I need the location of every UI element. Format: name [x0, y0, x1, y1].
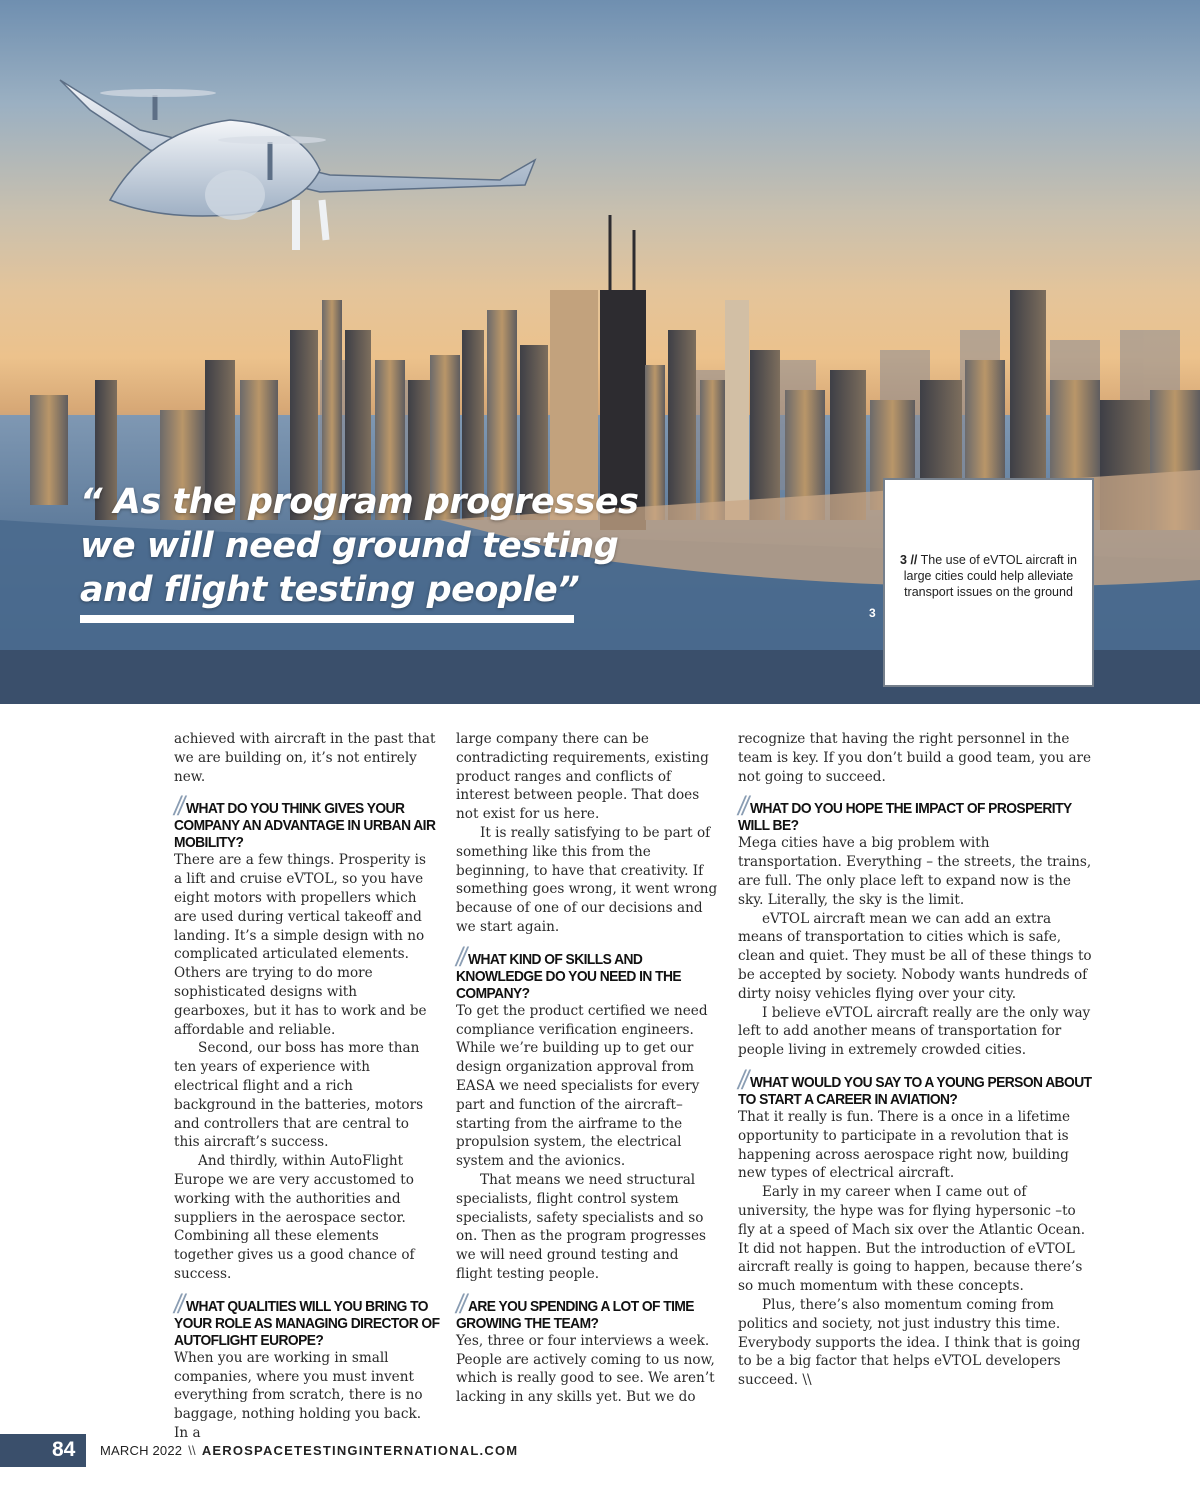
question-heading — [456, 1288, 723, 1332]
paragraph: Second, our boss has more than ten years of experience with electrical flight and a rich background in the batteries, motors and controllers that are central to this aircraft’s success. — [174, 1040, 424, 1151]
paragraph: achieved with aircraft in the past that we are building on, it’s not entirely new. — [174, 731, 436, 785]
question-heading — [738, 1064, 1093, 1108]
paragraph: I believe eVTOL aircraft really are the only way left to add another means of transportation for people living in extremely crowded cities. — [738, 1004, 1091, 1059]
photo-number: 3 — [869, 606, 876, 620]
article-column-1 — [174, 730, 440, 1443]
paragraph: There are a few things. Prosperity is a lift and cruise eVTOL, so you have eight motors with propellers which are used during vertical takeoff and landing. It’s a simple design with no complicated articulated elements. Others are trying to do more sophisticated designs with gearboxes, but it has to work and be affordable and reliable. — [174, 852, 427, 1038]
question-text: ARE YOU SPENDING A LOT OF TIME GROWING THE TEAM? — [456, 1297, 694, 1332]
pull-quote: “ As the program progresses we will need ground testing and flight testing people” — [80, 482, 639, 610]
footer-separator: \\ — [188, 1443, 196, 1458]
article-column-2 — [456, 730, 718, 1407]
footer-folio — [100, 1443, 518, 1458]
question-marker: // — [174, 791, 183, 822]
paragraph: That it really is fun. There is a once in a lifetime opportunity to participate in a revolution that is happening across aerospace right now, building new types of electrical aircraft. — [738, 1108, 1071, 1182]
photo-caption — [897, 552, 1080, 600]
paragraph: recognize that having the right personnel in the team is key. If you don’t build a good team, you are not going to succeed. — [738, 731, 1092, 785]
question-heading — [738, 791, 1093, 835]
question-text: WHAT WOULD YOU SAY TO A YOUNG PERSON ABOUT TO START A CAREER IN AVIATION? — [738, 1073, 1092, 1108]
paragraph: eVTOL aircraft mean we can add an extra means of transportation to cities which is safe, clean and quiet. They must be all of these things to be accepted by society. Nobody wants hundreds of dirty noisy vehicles flying over your city. — [738, 910, 1092, 1002]
paragraph: It is really satisfying to be part of something like this from the beginning, to have that creativity. If something goes wrong, it went wrong because of one of our decisions and we start again. — [456, 824, 718, 935]
photo-caption-box — [883, 478, 1094, 687]
question-marker: // — [738, 791, 747, 822]
paragraph: Early in my career when I came out of university, the hype was for flying hypersonic –to fly at a speed of Mach six over the Atlantic Ocean. It did not happen. But the introduction of eVTOL aircraft really is going to happen, because there’s so much momentum with these concepts. — [738, 1184, 1086, 1295]
caption-number: 3 // — [900, 553, 918, 567]
question-heading — [174, 791, 441, 852]
question-heading — [456, 941, 723, 1002]
evtol-aircraft-illustration — [60, 80, 535, 250]
caption-text: The use of eVTOL aircraft in large cities could help alleviate transport issues on the ground — [903, 553, 1077, 599]
paragraph: And thirdly, within AutoFlight Europe we are very accustomed to working with the authorities and suppliers in the aerospace sector. Combining all these elements together gives us a good chance of success. — [174, 1153, 415, 1282]
question-text: WHAT KIND OF SKILLS AND KNOWLEDGE DO YOU NEED IN THE COMPANY? — [456, 950, 682, 1002]
question-marker: // — [456, 941, 465, 972]
paragraph: Yes, three or four interviews a week. People are actively coming to us now, which is really good to see. We aren’t lacking in any skills yet. But we do — [456, 1332, 715, 1406]
paragraph: When you are working in small companies, where you must invent everything from scratch, there is no baggage, nothing holding you back. In a — [174, 1349, 423, 1441]
paragraph: large company there can be contradicting requirements, existing product ranges and conflicts of interest between people. That does not exist for us here. — [456, 731, 709, 823]
paragraph: That means we need structural specialists, flight control system specialists, safety specialists and so on. Then as the program progresses we will need ground testing and flight testing people. — [456, 1171, 707, 1282]
question-marker: // — [174, 1288, 183, 1319]
question-text: WHAT DO YOU HOPE THE IMPACT OF PROSPERITY WILL BE? — [738, 800, 1072, 835]
question-marker: // — [456, 1288, 465, 1319]
paragraph: Plus, there’s also momentum coming from politics and society, not just industry this time. Everybody supports the idea. I think that is going to be a big factor that helps eVTOL developers succeed. \\ — [738, 1296, 1081, 1389]
question-heading — [174, 1288, 441, 1349]
website-url: AEROSPACETESTINGINTERNATIONAL.COM — [201, 1443, 519, 1458]
question-text: WHAT QUALITIES WILL YOU BRING TO YOUR ROLE AS MANAGING DIRECTOR OF AUTOFLIGHT EUROPE? — [174, 1297, 440, 1349]
paragraph: To get the product certified we need compliance verification engineers. While we’re building up to get our design organization approval from EASA we need specialists for every part and function of the aircraft– starting from the airframe to the propulsion system, the electrical system and the avionics. — [456, 1002, 708, 1170]
pull-quote-underline — [80, 615, 574, 623]
question-marker: // — [738, 1064, 747, 1095]
page-number: 84 — [52, 1438, 76, 1461]
article-column-3 — [738, 730, 1094, 1390]
issue-date: MARCH 2022 — [100, 1443, 183, 1458]
paragraph: Mega cities have a big problem with transportation. Everything – the streets, the trains, are full. The only place left to expand now is the sky. Literally, the sky is the limit. — [738, 835, 1092, 908]
question-text: WHAT DO YOU THINK GIVES YOUR COMPANY AN ADVANTAGE IN URBAN AIR MOBILITY? — [174, 800, 436, 852]
